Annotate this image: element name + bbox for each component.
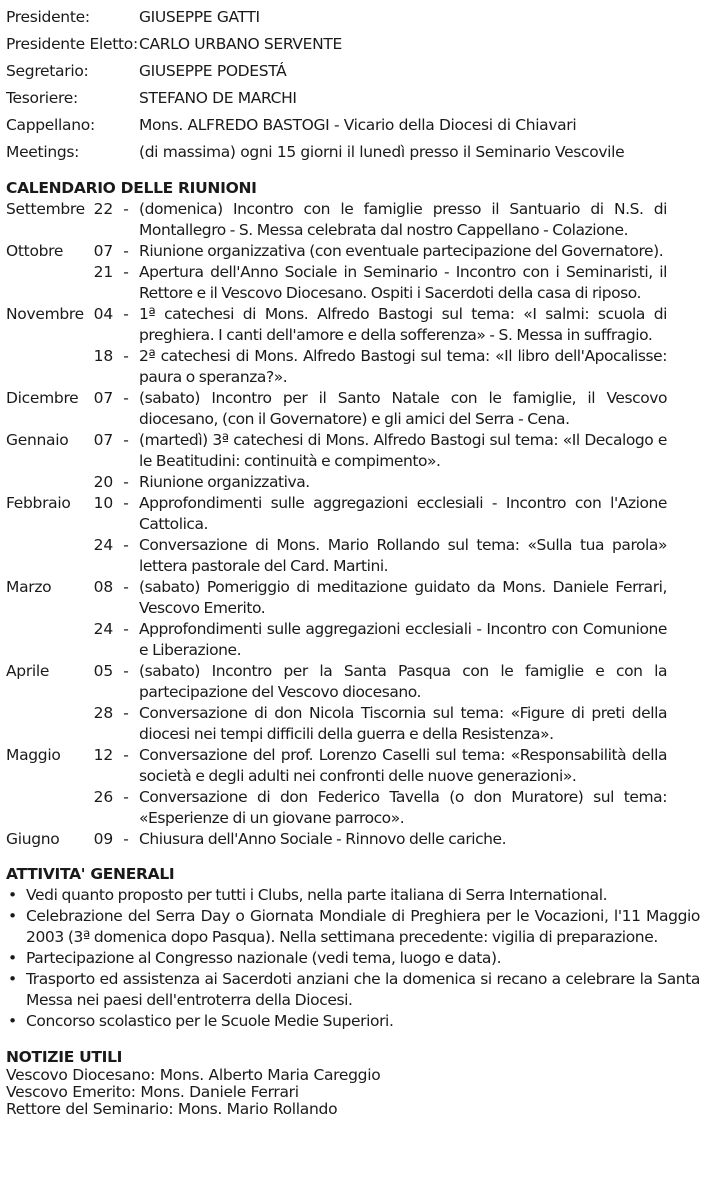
notizie-line-vescovo-emerito: Vescovo Emerito: Mons. Daniele Ferrari [6, 1083, 299, 1101]
list-item [6, 885, 700, 906]
officers-list [6, 4, 700, 166]
calendar-dash: - [123, 578, 129, 596]
list-item [6, 969, 700, 1011]
calendar-text: (sabato) Pomeriggio di meditazione guidato da Mons. Daniele Ferrari, Vescovo Emerito. [139, 578, 667, 617]
calendar-month [6, 703, 89, 745]
calendar-month [6, 346, 89, 388]
calendar-row [6, 472, 700, 493]
calendar-text: Conversazione del prof. Lorenzo Caselli sul tema: «Responsabilità della società e degli adulti nei confronti delle nuove generazioni». [139, 746, 667, 785]
calendar-dash: - [123, 704, 129, 722]
calendar-dash: - [123, 389, 129, 407]
calendar-day: 04 [93, 305, 113, 323]
notizie-section [6, 1048, 700, 1118]
calendar-day: 10 [93, 494, 113, 512]
bullet-icon: • [8, 1012, 18, 1030]
calendar-month [6, 535, 89, 577]
list-item [6, 1011, 700, 1032]
calendar-row [6, 745, 700, 787]
calendar-dash: - [123, 473, 129, 491]
officer-name: CARLO URBANO SERVENTE [139, 35, 342, 53]
calendar-dash: - [123, 242, 129, 260]
calendar-dash: - [123, 746, 129, 764]
calendar-day: 28 [93, 704, 113, 722]
calendar-text: 2ª catechesi di Mons. Alfredo Bastogi sul tema: «Il libro dell'Apocalisse: paura o speranza?». [139, 347, 667, 386]
calendar-text: Riunione organizzativa. [139, 473, 310, 491]
calendar-month: Settembre [6, 200, 85, 218]
attivita-section [6, 864, 700, 1032]
officer-row-meetings [6, 139, 700, 166]
calendar-row [6, 577, 700, 619]
calendar-text: Chiusura dell'Anno Sociale - Rinnovo delle cariche. [139, 830, 507, 848]
officer-name: GIUSEPPE PODESTÁ [139, 62, 287, 80]
list-item-text: Concorso scolastico per le Scuole Medie Superiori. [26, 1012, 394, 1030]
list-item-text: Trasporto ed assistenza ai Sacerdoti anziani che la domenica si recano a celebrare la Santa Messa nei paesi dell'entroterra della Diocesi. [26, 970, 700, 1009]
officer-name: Mons. ALFREDO BASTOGI - Vicario della Diocesi di Chiavari [139, 116, 577, 134]
calendar-day: 07 [93, 242, 113, 260]
bullet-icon: • [8, 886, 18, 904]
notizie-line-rettore: Rettore del Seminario: Mons. Mario Rollando [6, 1100, 338, 1118]
calendar-text: 1ª catechesi di Mons. Alfredo Bastogi sul tema: «I salmi: scuola di preghiera. I canti dell'amore e della sofferenza» - S. Messa in suffragio. [139, 305, 667, 344]
calendar-month: Ottobre [6, 242, 64, 260]
list-item-text: Vedi quanto proposto per tutti i Clubs, nella parte italiana di Serra International. [26, 886, 608, 904]
list-item [6, 906, 700, 948]
calendar-dash: - [123, 431, 129, 449]
calendar-row [6, 829, 700, 850]
calendar-row [6, 388, 700, 430]
officer-name: (di massima) ogni 15 giorni il lunedì presso il Seminario Vescovile [139, 143, 625, 161]
officer-row-segretario [6, 58, 700, 85]
calendar-dash: - [123, 662, 129, 680]
calendar-text: (domenica) Incontro con le famiglie presso il Santuario di N.S. di Montallegro - S. Messa celebrata dal nostro Cappellano - Colazione. [139, 200, 667, 239]
calendar-month: Dicembre [6, 389, 79, 407]
calendar-row [6, 661, 700, 703]
calendar-dash: - [123, 200, 129, 218]
calendar-day: 22 [93, 200, 113, 218]
calendar-day: 12 [93, 746, 113, 764]
attivita-title: ATTIVITA' GENERALI [6, 865, 175, 883]
calendar-title: CALENDARIO DELLE RIUNIONI [6, 179, 257, 197]
officer-role: Meetings: [6, 143, 80, 161]
calendar-month: Gennaio [6, 431, 69, 449]
calendar-month [6, 262, 89, 304]
calendar-month [6, 619, 89, 661]
calendar-text: Approfondimenti sulle aggregazioni ecclesiali - Incontro con l'Azione Cattolica. [139, 494, 667, 533]
calendar-text: Apertura dell'Anno Sociale in Seminario - Incontro con i Seminaristi, il Rettore e il Vescovo Diocesano. Ospiti i Sacerdoti della casa di riposo. [139, 263, 667, 302]
calendar-dash: - [123, 788, 129, 806]
calendar-day: 20 [93, 473, 113, 491]
calendar-text: Approfondimenti sulle aggregazioni ecclesiali - Incontro con Comunione e Liberazione. [139, 620, 667, 659]
calendar-row [6, 304, 700, 346]
officer-role: Tesoriere: [6, 89, 78, 107]
calendar-text: (sabato) Incontro per la Santa Pasqua con le famiglie e con la partecipazione del Vescovo diocesano. [139, 662, 667, 701]
list-item [6, 948, 700, 969]
calendar-row [6, 619, 700, 661]
bullet-icon: • [8, 907, 18, 925]
calendar-day: 24 [93, 620, 113, 638]
calendar-dash: - [123, 830, 129, 848]
calendar-text: Conversazione di don Nicola Tiscornia sul tema: «Figure di preti della diocesi nei tempi difficili della guerra e della Resistenza». [139, 704, 667, 743]
calendar-dash: - [123, 536, 129, 554]
calendar-month: Maggio [6, 746, 61, 764]
calendar-text: (sabato) Incontro per il Santo Natale con le famiglie, il Vescovo diocesano, (con il Governatore) e gli amici del Serra - Cena. [139, 389, 667, 428]
calendar-day: 08 [93, 578, 113, 596]
officer-role: Segretario: [6, 62, 89, 80]
officer-role: Presidente Eletto: [6, 35, 138, 53]
calendar-row [6, 262, 700, 304]
calendar-text: Conversazione di Mons. Mario Rollando sul tema: «Sulla tua parola» lettera pastorale del Card. Martini. [139, 536, 667, 575]
calendar-month: Giugno [6, 830, 60, 848]
calendar-dash: - [123, 305, 129, 323]
calendar-dash: - [123, 347, 129, 365]
officer-name: STEFANO DE MARCHI [139, 89, 297, 107]
bullet-icon: • [8, 949, 18, 967]
calendar-row [6, 493, 700, 535]
calendar-text: Riunione organizzativa (con eventuale partecipazione del Governatore). [139, 242, 664, 260]
list-item-text: Partecipazione al Congresso nazionale (vedi tema, luogo e data). [26, 949, 502, 967]
officer-row-presidente-eletto [6, 31, 700, 58]
calendar-row [6, 703, 700, 745]
calendar-day: 09 [93, 830, 113, 848]
document-page [6, 4, 700, 1118]
calendar-month [6, 787, 89, 829]
calendar-text: (martedì) 3ª catechesi di Mons. Alfredo Bastogi sul tema: «Il Decalogo e le Beatitudini: continuità e compimento». [139, 431, 667, 470]
officer-name: GIUSEPPE GATTI [139, 8, 260, 26]
calendar-day: 07 [93, 389, 113, 407]
calendar-day: 21 [93, 263, 113, 281]
calendar-day: 24 [93, 536, 113, 554]
officer-row-tesoriere [6, 85, 700, 112]
calendar-section [6, 178, 700, 850]
notizie-title: NOTIZIE UTILI [6, 1048, 123, 1066]
list-item-text: Celebrazione del Serra Day o Giornata Mondiale di Preghiera per le Vocazioni, l'11 Maggio 2003 (3ª domenica dopo Pasqua). Nella settimana precedente: vigilia di preparazione. [26, 907, 700, 946]
calendar-day: 05 [93, 662, 113, 680]
bullet-icon: • [8, 970, 18, 988]
calendar-day: 26 [93, 788, 113, 806]
calendar-row [6, 787, 700, 829]
calendar-row [6, 430, 700, 472]
calendar-row [6, 199, 700, 241]
calendar-month [6, 472, 89, 493]
calendar-row [6, 241, 700, 262]
calendar-dash: - [123, 620, 129, 638]
officer-row-presidente [6, 4, 700, 31]
notizie-line-vescovo-diocesano: Vescovo Diocesano: Mons. Alberto Maria Careggio [6, 1066, 381, 1084]
calendar-row [6, 346, 700, 388]
calendar-text: Conversazione di don Federico Tavella (o don Muratore) sul tema: «Esperienze di un giovane parroco». [139, 788, 667, 827]
calendar-day: 18 [93, 347, 113, 365]
officer-role: Cappellano: [6, 116, 95, 134]
calendar-month: Novembre [6, 305, 84, 323]
officer-row-cappellano [6, 112, 700, 139]
calendar-day: 07 [93, 431, 113, 449]
calendar-month: Marzo [6, 578, 52, 596]
calendar-dash: - [123, 494, 129, 512]
calendar-row [6, 535, 700, 577]
calendar-dash: - [123, 263, 129, 281]
calendar-month: Aprile [6, 662, 50, 680]
officer-role: Presidente: [6, 8, 90, 26]
calendar-month: Febbraio [6, 494, 71, 512]
